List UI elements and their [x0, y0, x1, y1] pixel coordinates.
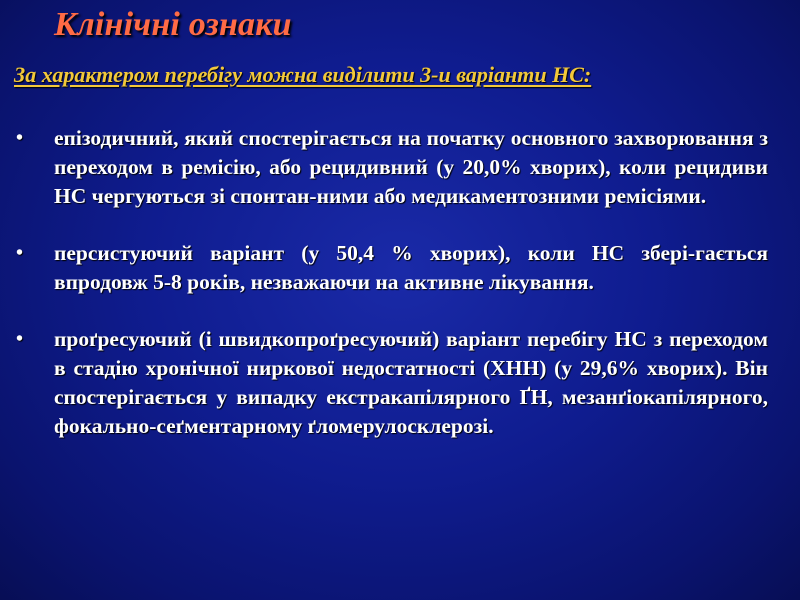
- bullet-dot-icon: •: [16, 328, 24, 350]
- bullet-text: персистуючий варіант (у 50,4 % хворих), коли НС збері-гається впродовж 5-8 років, незважаючи на активне лікування.: [54, 241, 768, 294]
- bullet-text: проґресуючий (і швидкопроґресуючий) варіант перебігу НС з переходом в стадію хронічної ниркової недостатності (ХНН) (у 29,6% хворих). Він спостерігається у випадку екстракапілярного ҐН, мезанґіокапілярного, фокально-сеґментарному ґломерулосклерозі.: [54, 327, 768, 438]
- bullet-text: епізодичний, який спостерігається на початку основного захворювання з переходом в ремісію, або рецидивний (у 20,0% хворих), коли рецидиви НС чергуються зі спонтан-ними або медикаментозними ремісіями.: [54, 126, 768, 208]
- bullet-dot-icon: •: [16, 127, 24, 149]
- bullet-item-progressive: [14, 325, 768, 441]
- bullet-item-episodic: [14, 124, 768, 211]
- bullet-dot-icon: •: [16, 242, 24, 264]
- slide-title: Клінічні ознаки: [54, 6, 292, 43]
- slide-subtitle: За характером перебігу можна виділити 3-и варіанти НС:: [14, 62, 592, 87]
- bullet-list: [14, 124, 768, 441]
- bullet-item-persistent: [14, 239, 768, 297]
